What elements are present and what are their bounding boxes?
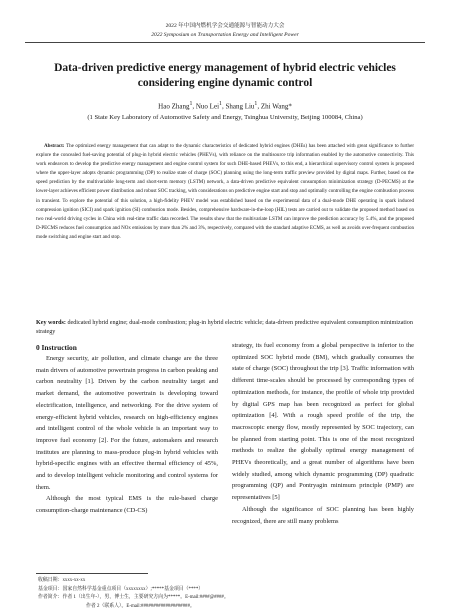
- body-column-right: [232, 340, 414, 527]
- footnote-funding: 基金项目：国家自然科学基金重点项目（xxxxxxxx）;*****基金项目（****）: [38, 586, 204, 592]
- author-affiliation-mark: 1: [219, 101, 222, 107]
- author-affiliation-mark: 1: [189, 101, 193, 107]
- footnote-contact: 作者 2（联系人）。E-mail:####################。: [86, 603, 195, 609]
- section-heading: 0 Instruction: [36, 343, 77, 352]
- author-name: Hao Zhang: [158, 102, 190, 111]
- running-header-chinese: 2022 年中国内燃机学会交通能源与智能动力大会: [165, 23, 285, 29]
- author-name: Nuo Lei: [195, 102, 220, 111]
- paper-title: Data-driven predictive energy management of hybrid electric vehicles considering engine dynamic control: [54, 62, 396, 89]
- author-name: Zhi Wang*: [260, 102, 292, 111]
- keywords-label: Key words:: [36, 320, 66, 326]
- footnote: [38, 577, 418, 611]
- author-affiliation: (1 State Key Laboratory of Automotive Safety and Energy, Tsinghua University, Beijing 100084, China): [87, 114, 363, 121]
- author-list: Hao Zhang$^1$, Nuo Lei$^1$, Shang Liu$^1$, Zhi Wang*: [158, 101, 292, 111]
- footnote-received: 收稿日期：xxxx-xx-xx: [38, 578, 86, 583]
- author-affiliation-mark: 1: [254, 101, 258, 107]
- keywords: [36, 319, 416, 338]
- header-divider: [25, 42, 425, 43]
- abstract-text: The optimized energy management that can adapt to the dynamic characteristics of dedicated hybrid engines (DHEs) has been attached with great significance to further explore the concealed fuel-saving potential of plug-in hybrid electric vehicles (PHEVs), with reliance on the multisource trip information enabled by the automotive connectivity. This work endeavors to develop the predictive energy management and engine control system for such DHE-based PHEVs, to this end, a hierarchical supervisory control system is proposed where the upper-layer adopts dynamic programming (DP) to realize state of charge (SOC) planning using the long-term traffic preview provided by digital maps. Further, based on the speed prediction by the multivariable long-term and short-term memory (LSTM) network, a data-driven predictive equivalent consumption minimization strategy (D-PECMS) at the lower-layer achieves efficient power distribution and robust SOC tracking, with considerations on predictive engine start and stop and optimally controlling the engine combustion process in transient. To explore the potential of this solution, a high-fidelity PHEV model was established based on the experimental data of a dual-mode DHE operating in spark induced compression ignition (SICI) and spark ignition (SI) combustion mode. Besides, comprehensive hardware-in-the-loop (HIL) tests are carried out to validate the proposed method based on two real-world driving cycles in China with real-time traffic data recorded. The results show that the multivariate LSTM can improve the prediction accuracy by 5.4%, and the proposed D-PECMS reduces fuel consumption and NOx emissions by more than 2% and 3%, respectively, compared with the standard adaptive ECMS, as well as avoids over-frequent combustion mode switching and engine start and stop.: [36, 143, 414, 240]
- abstract-label: Abstract:: [44, 143, 65, 149]
- body-paragraph: Although the significance of SOC planning has been highly recognized, there are still many problems: [232, 505, 414, 525]
- running-header-english: 2022 Symposium on Transportation Energy and Intelligent Power: [151, 32, 299, 38]
- body-paragraph: Although the most typical EMS is the rule-based charge consumption-charge maintenance (CD-CS): [36, 495, 218, 515]
- body-paragraph: Energy security, air pollution, and climate change are the three main drivers of automotive powertrain progress in carbon peaking and carbon neutrality [1]. Driven by the carbon neutrality target and market demand, the automotive powertrain is developing toward electrification, intelligence, and networking. For the drive system of energy-efficient hybrid vehicles, research on high-efficiency engines and intelligent control of the whole vehicle is an important way to improve fuel economy [2]. For the future, automakers and research institutes are planning to mass-produce plug-in hybrid vehicles with hybrid-specific engines with an effective thermal efficiency of 45%, and to develop intelligent vehicle monitoring and control systems for them.: [36, 355, 218, 491]
- author-name: Shang Liu: [225, 102, 255, 111]
- abstract: [36, 142, 414, 242]
- body-paragraph: strategy, its fuel economy from a global perspective is inferior to the optimized SOC hybrid mode (BM), which gradually consumes the state of charge (SOC) throughout the trip [3]. Traffic information with different time-scales should be processed by corresponding types of optimization methods, for instance, the profile of whole trip provided by digital GPS map has been recognized as perfect for global optimization [4]. With a rough speed profile of the trip, the macroscopic energy flow, mostly represented by SOC trajectory, can be planned from starting point. This is one of the most recognized methods to realize the globally optimal energy management of PHEVs theoretically, and a great number of algorithms have been widely studied, among which dynamic programming (DP) quadratic programming (QP) and Pontryagin minimum principle (PMP) are representatives [5]: [232, 342, 414, 502]
- body-column-left: [36, 342, 218, 517]
- footnote-divider: [36, 573, 148, 574]
- keywords-text: dedicated hybrid engine; dual-mode combustion; plug-in hybrid electric vehicle; data-driven predictive equivalent consumption minimization strategy: [36, 320, 413, 336]
- footnote-author-info: 作者简介：作者 1（出生年-），男，博士生，主要研究方向为*****。E-mail:####@####。: [38, 595, 229, 601]
